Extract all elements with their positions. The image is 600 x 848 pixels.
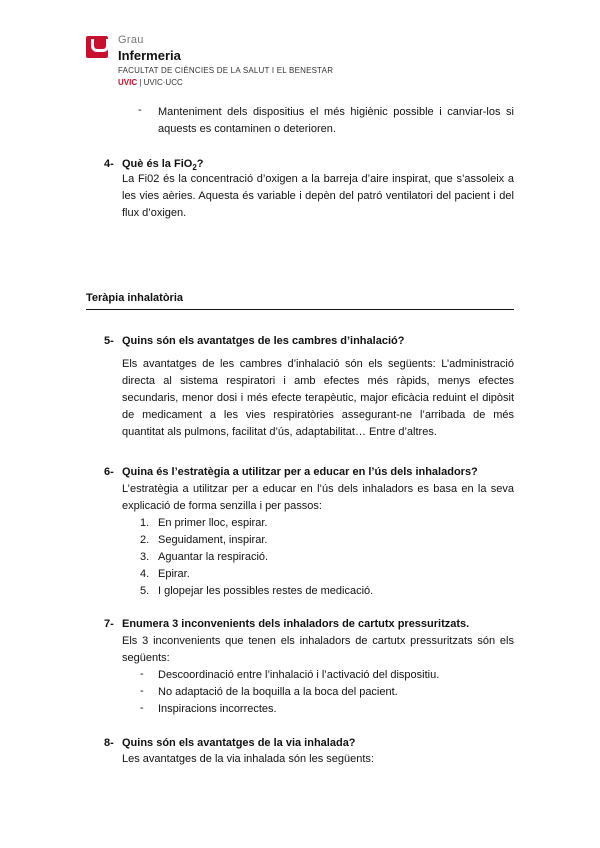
answer-line: quantitat als pulmons, facilitat d’ús, adaptabilitat… Entre d’altres. xyxy=(122,426,437,438)
step-text: Seguidament, inspirar. xyxy=(158,534,268,546)
step-number: 3. xyxy=(140,551,150,563)
step-text: Aguantar la respiració. xyxy=(158,551,269,563)
question-subscript: 2 xyxy=(192,163,197,173)
question-number: 4- xyxy=(104,158,114,170)
bullet-marker: - xyxy=(138,104,142,116)
answer-line: directa al sistema respiratori i amb efectes més ràpids, menys efectes xyxy=(122,375,514,387)
header-university xyxy=(118,78,183,87)
answer-line: explicació de forma senzilla i per passos: xyxy=(122,500,322,512)
question-number: 8- xyxy=(104,737,114,749)
bullet-text: Inspiracions incorrectes. xyxy=(158,703,277,715)
answer-line: Els avantatges de les cambres d’inhalació són els següents: L’administració xyxy=(122,358,514,370)
step-number: 4. xyxy=(140,568,150,580)
step-number: 2. xyxy=(140,534,150,546)
answer-line: Les avantatges de la via inhalada són les següents: xyxy=(122,753,374,765)
question-text: Quina és l’estratègia a utilitzar per a educar en l’ús dels inhaladors? xyxy=(122,466,478,478)
header-faculty: FACULTAT DE CIÈNCIES DE LA SALUT I EL BENESTAR xyxy=(118,66,334,75)
header-univ-red: UVIC xyxy=(118,78,138,87)
question-suffix: ? xyxy=(196,158,204,170)
bullet-text-line: Manteniment dels dispositius el més higiènic possible i canviar-los si xyxy=(158,106,514,118)
step-text: Epirar. xyxy=(158,568,190,580)
answer-line: L’estratègia a utilitzar per a educar en l’ús dels inhaladors es basa en la seva xyxy=(122,483,514,495)
answer-line: les vies aèries. Aquesta és variable i depèn del patró ventilatori del pacient i del xyxy=(122,190,514,202)
question-text: Quins són els avantatges de la via inhalada? xyxy=(122,737,356,749)
answer-line: Els 3 inconvenients que tenen els inhaladors de cartutx pressuritzats són els xyxy=(122,635,514,647)
header-univ-rest: | UVIC·UCC xyxy=(137,78,183,87)
header-title: Infermeria xyxy=(118,48,181,63)
question-number: 6- xyxy=(104,466,114,478)
question-text: Quins són els avantatges de les cambres d’inhalació? xyxy=(122,335,405,347)
bullet-marker: - xyxy=(140,702,144,714)
bullet-text: No adaptació de la boquilla a la boca del pacient. xyxy=(158,686,398,698)
section-title: Teràpia inhalatòria xyxy=(86,292,183,304)
answer-line: flux d’oxigen. xyxy=(122,207,187,219)
answer-line: secundaris, menor dosi i més efecte terapèutic, major eficàcia reduint el dipòsit xyxy=(122,392,514,404)
answer-line: següents: xyxy=(122,652,170,664)
header-grau: Grau xyxy=(118,34,144,46)
question-prefix: Què és la FiO xyxy=(122,158,193,170)
question-number: 5- xyxy=(104,335,114,347)
answer-line: de medicament a les vies respiratòries assegurant-ne l’arribada de més xyxy=(122,409,514,421)
logo-u-shape xyxy=(91,39,109,52)
answer-line: La Fi02 és la concentració d’oxigen a la barreja d’aire inspirat, que s’assoleix a xyxy=(122,173,514,185)
step-number: 1. xyxy=(140,517,150,529)
step-number: 5. xyxy=(140,585,150,597)
bullet-text: Descoordinació entre l’inhalació i l’activació del dispositiu. xyxy=(158,669,440,681)
step-text: En primer lloc, espirar. xyxy=(158,517,268,529)
step-text: I glopejar les possibles restes de medicació. xyxy=(158,585,374,597)
question-text: Enumera 3 inconvenients dels inhaladors de cartutx pressuritzats. xyxy=(122,618,470,630)
section-divider xyxy=(86,309,514,310)
bullet-marker: - xyxy=(140,668,144,680)
bullet-marker: - xyxy=(140,685,144,697)
bullet-text-line: aquests es contaminen o deterioren. xyxy=(158,123,336,135)
question-number: 7- xyxy=(104,618,114,630)
